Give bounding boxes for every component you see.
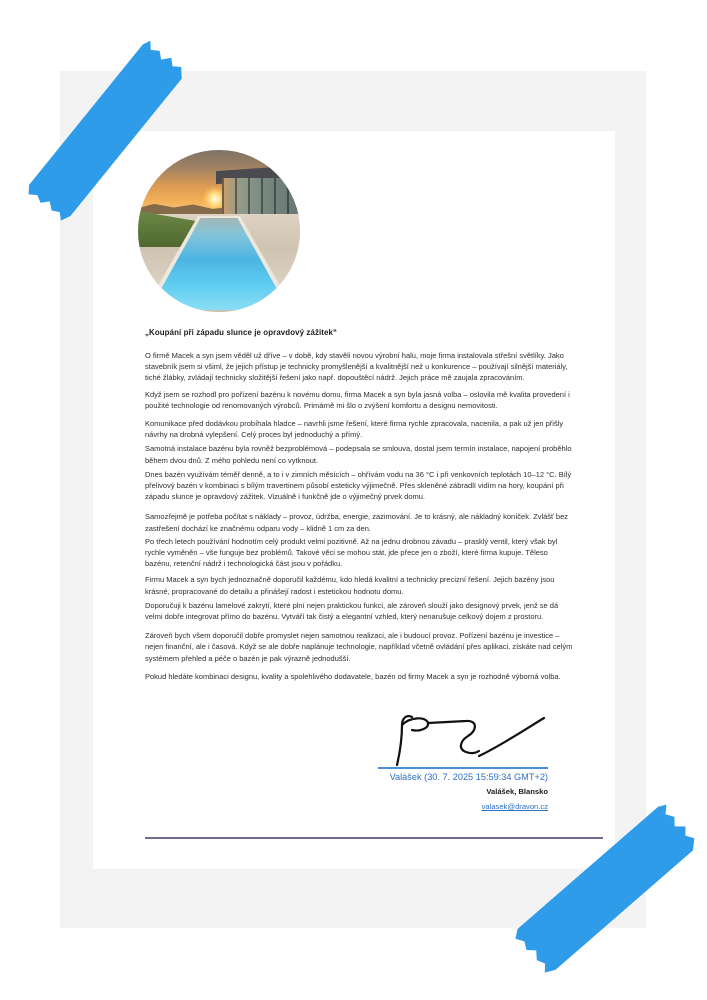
pool-sunset-photo [138,150,300,312]
letter-headline: „Koupání při západu slunce je opravdový zážitek“ [145,328,338,337]
signer-name-location: Valášek, Blansko [486,787,548,796]
signature-signed-line: Valášek (30. 7. 2025 15:59:34 GMT+2) [389,772,548,782]
letter-paragraph: Po třech letech používání hodnotím celý produkt velmi pozitivně. Až na jednu drobnou závadu – prasklý ventil, který však byl rychle vyměněn – vše funguje bez problémů. Takové věci se mohou stát, jde přece jen o zboží, které firma kupuje. Těleso bazénu, retenční nádrž i technologická část jsou v pořádku. [145,536,558,569]
letter-paragraph: Dnes bazén využívám téměř denně, a to i v zimních měsících – ohřívám vodu na 36 °C i při venkovních teplotách 10–12 °C. Bílý přelivový bazén v kombinaci s bílým travertinem působí esteticky výjimečně. Přes skleněné zábradlí vidím na hory, koupání při západu slunce je opravdový zážitek. Vizuálně i funkčně jde o výjimečný prvek domu. [145,469,572,502]
letter-page [93,131,615,869]
letter-paragraph: Samotná instalace bazénu byla rovněž bezproblémová – podepsala se smlouva, dostal jsem termín instalace, napojení proběhlo během dvou dnů. Z mého pohledu není co vytknout. [145,444,572,465]
house-window-mullions [222,178,300,216]
signature-block [370,711,548,814]
signature-scribble [382,711,552,767]
letter-paragraph: Firmu Macek a syn bych jednoznačně doporučil každému, kdo hledá kvalitní a technicky precizní řešení. Jejich bazény jsou krásné, propracované do detailu a přinášejí radost i estetickou hodnotu domu. [145,575,555,596]
letter-paragraph: Zároveň bych všem doporučil dobře promyslet nejen samotnou realizaci, ale i budoucí provoz. Pořízení bazénu je investice – nejen finanční, ale i časová. Když se ale dobře naplánuje technologie, například včetně ovládání přes aplikaci, získáte nad celým systémem přehled a péče o bazén je pak výrazně jednodušší. [145,631,573,663]
letter-paragraph: O firmě Macek a syn jsem věděl už dříve – v době, kdy stavěli novou výrobní halu, moje firma instalovala střešní světlíky. Jako stavebník jsem si všiml, že jejich přístup je technicky promyšlenější a kvalitnější než u konkurence – používají silnější materiály, tiché žlábky, zvládají technicky složitější řešení jako např. dopouštěcí nádrž. Jejich práce mě zaujala zpracováním. [145,351,568,383]
letter-paragraph: Doporučuji k bazénu lamelové zakrytí, které plní nejen praktickou funkci, ale zároveň slouží jako designový prvek, jenž se dá velmi dobře integrovat přímo do bazénu. Vytváří tak čistý a elegantní vzhled, který nenarušuje celkový dojem z prostoru. [145,600,559,622]
signer-email-link[interactable]: valasek@dravon.cz [481,802,548,811]
letter-body [145,328,573,686]
footer-rule [145,837,603,839]
signature-rule [378,767,548,769]
letter-paragraph: Když jsem se rozhodl pro pořízení bazénu k novému domu, firma Macek a syn byla jasná volba – oslovila mě kvalita provedení i použité technologie od renomovaných výrobců. Primárně mi šlo o zvýšení komfortu a designu nemovitosti. [145,389,570,410]
letter-paragraph: Komunikace před dodávkou probíhala hladce – navrhli jsme řešení, které firma rychle zpracovala, nacenila, a pak už jen přišly návrhy na drobná vylepšení. Celý proces byl jednoduchý a přímý. [145,419,564,440]
letter-paragraphs [145,350,573,682]
letter-paragraph: Pokud hledáte kombinaci designu, kvality a spolehlivého dodavatele, bazén od firmy Macek a syn je rozhodně výborná volba. [145,671,561,681]
letter-paragraph: Samozřejmě je potřeba počítat s náklady – provoz, údržba, energie, zazimování. Je to krásný, ale nákladný koníček. Zvlášť bez zastřešení dochází ke značnému odparu vody – klidně 1 cm za den. [145,512,569,533]
